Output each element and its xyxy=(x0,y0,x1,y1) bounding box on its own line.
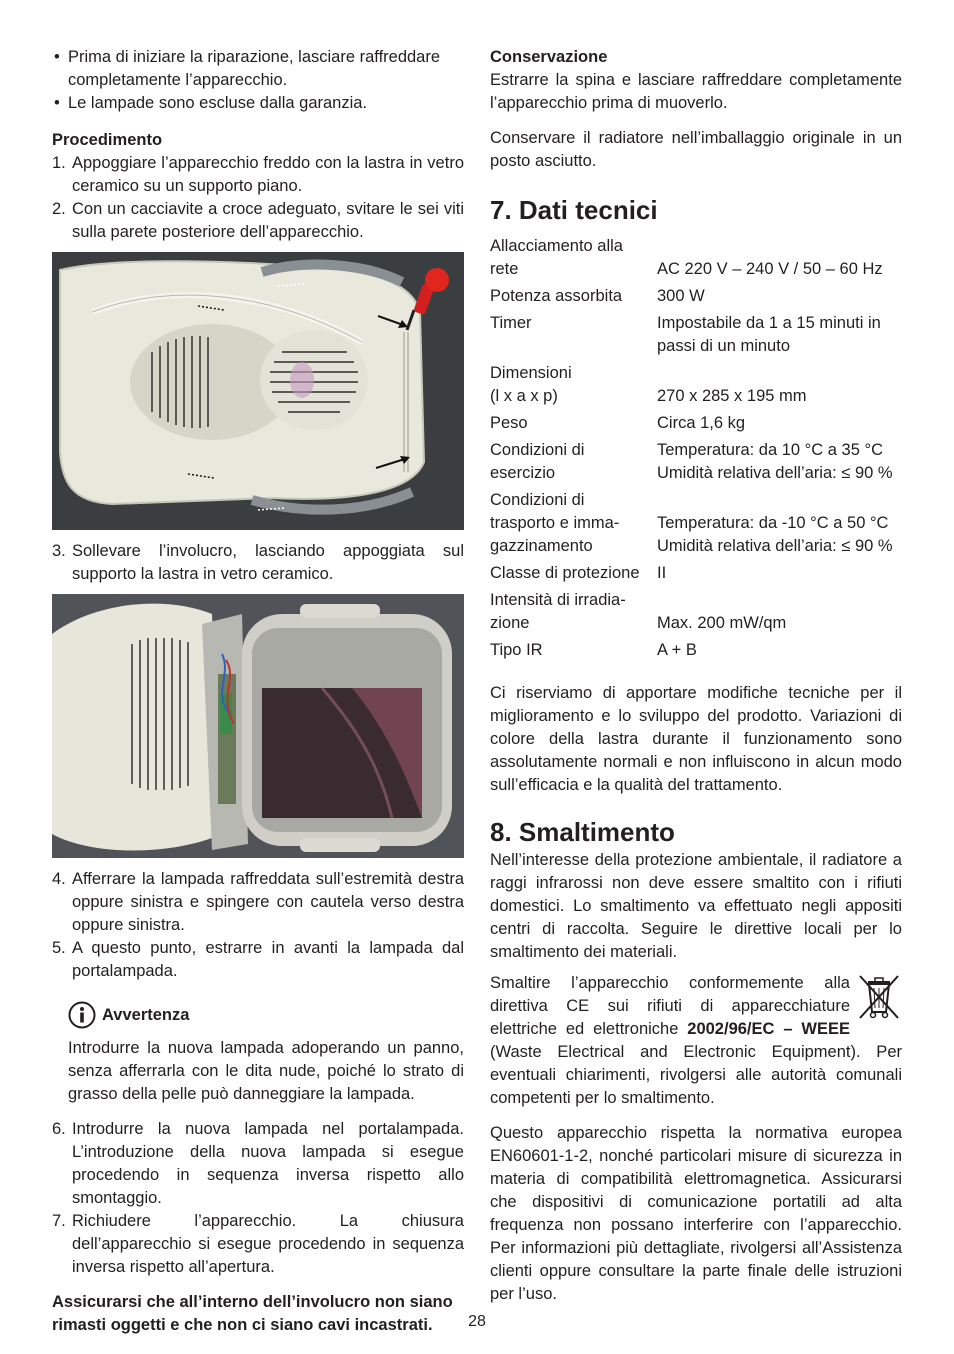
spec-label: Classe di protezione xyxy=(490,564,640,582)
final-warning: Assicurarsi che all’interno dell’involucro non siano rimasti oggetti e che non ci siano cavi incastrati. xyxy=(52,1293,453,1334)
spec-row xyxy=(490,639,902,662)
spec-row xyxy=(490,362,902,385)
spec-label: zione xyxy=(490,614,530,632)
weee-block xyxy=(490,972,902,1110)
photo-back-of-device xyxy=(52,252,464,530)
spec-value: 300 W xyxy=(657,287,705,305)
steps-list-a xyxy=(52,152,464,244)
step-item xyxy=(52,152,464,198)
left-column xyxy=(52,46,464,1337)
spec-label: trasporto e imma- xyxy=(490,514,620,532)
step-item xyxy=(52,198,464,244)
spec-value: 270 x 285 x 195 mm xyxy=(657,387,807,405)
spec-value: AC 220 V – 240 V / 50 – 60 Hz xyxy=(657,260,883,278)
spec-row xyxy=(490,412,902,439)
spec-value: Temperatura: da 10 °C a 35 °C xyxy=(657,441,883,459)
step-text: Introdurre la nuova lampada nel portalampada. L’introduzione della nuova lampada si esegue procedendo in sequenza inversa rispetto allo smontaggio. xyxy=(72,1120,464,1207)
step-number: 7. xyxy=(52,1212,66,1230)
spec-row xyxy=(490,335,902,362)
step-text: Richiudere l’apparecchio. La chiusura dell’apparecchio si esegue procedendo in sequenza inversa rispetto all’apertura. xyxy=(72,1212,464,1276)
step-text: Appoggiare l’apparecchio freddo con la lastra in vetro ceramico su un supporto piano. xyxy=(72,154,464,195)
page-number: 28 xyxy=(468,1313,486,1330)
spec-value: Temperatura: da -10 °C a 50 °C xyxy=(657,514,889,532)
step-number: 3. xyxy=(52,542,66,560)
spec-label: Timer xyxy=(490,314,532,332)
step-text: A questo punto, estrarre in avanti la lampada dal portalampada. xyxy=(72,939,464,980)
list-item xyxy=(52,92,464,115)
spec-table xyxy=(490,235,902,662)
spec-row xyxy=(490,489,902,512)
storage-paragraph-2: Conservare il radiatore nell’imballaggio originale in un posto asciutto. xyxy=(490,129,902,170)
info-icon xyxy=(68,1001,96,1029)
spec-row xyxy=(490,589,902,612)
step-item xyxy=(52,1118,464,1210)
spec-label: Potenza assorbita xyxy=(490,287,623,305)
step-text: Con un cacciavite a croce adeguato, svitare le sei viti sulla parete posteriore dell’apparecchio. xyxy=(72,200,464,241)
step-item xyxy=(52,937,464,983)
steps-list-d xyxy=(52,1118,464,1279)
spec-value: passi di un minuto xyxy=(657,337,790,355)
spec-value: Circa 1,6 kg xyxy=(657,414,746,432)
procedure-heading: Procedimento xyxy=(52,131,163,149)
step-number: 2. xyxy=(52,200,66,218)
step-number: 6. xyxy=(52,1120,66,1138)
spec-row xyxy=(490,612,902,639)
spec-row xyxy=(490,562,902,589)
step-item xyxy=(52,540,464,586)
spec-label: Tipo IR xyxy=(490,641,543,659)
spec-row xyxy=(490,285,902,312)
list-item-text: Prima di iniziare la riparazione, lasciare raffreddare completamente l’apparecchio. xyxy=(68,48,441,89)
tech-note: Ci riserviamo di apportare modifiche tecniche per il miglioramento e lo sviluppo del prodotto. Variazioni di colore della lastra durante il funzionamento sono assolutamente normali e non influiscono in alcun modo sull’efficacia e la qualità del trattamento. xyxy=(490,684,902,794)
spec-label: Allacciamento alla xyxy=(490,237,623,255)
spec-label: rete xyxy=(490,260,519,278)
list-item xyxy=(52,46,464,92)
list-item-text: Le lampade sono escluse dalla garanzia. xyxy=(68,94,368,112)
spec-value: Max. 200 mW/qm xyxy=(657,614,787,632)
steps-list-b xyxy=(52,540,464,586)
step-item xyxy=(52,1210,464,1279)
warning-text: Introdurre la nuova lampada adoperando un panno, senza afferrarla con le dita nude, poiché lo strato di grasso della pelle può danneggiare la lampada. xyxy=(68,1039,464,1103)
crossed-out-bin-icon xyxy=(856,972,902,1022)
disposal-paragraph-1: Nell’interesse della protezione ambientale, il radiatore a raggi infrarossi non deve essere smaltito con i rifiuti domestici. Lo smaltimento va effettuato negli appositi centri di raccolta. Seguire le direttive locali per lo smaltimento dei materiali. xyxy=(490,851,902,961)
spec-label: (l x a x p) xyxy=(490,387,558,405)
spec-label: esercizio xyxy=(490,464,556,482)
disposal-text: (Waste Electrical and Electronic Equipment). Per eventuali chiarimenti, rivolgersi alle autorità comunali competenti per lo smaltimento. xyxy=(490,1043,902,1107)
spec-row xyxy=(490,535,902,562)
spec-row xyxy=(490,312,902,335)
step-number: 5. xyxy=(52,939,66,957)
spec-label: Condizioni di xyxy=(490,441,585,459)
spec-value: Impostabile da 1 a 15 minuti in xyxy=(657,314,881,332)
disposal-text: Smaltire l’apparecchio conformemente alla direttiva CE sui rifiuti di apparecchiature elettriche ed elettroniche xyxy=(490,974,850,1038)
warning-heading xyxy=(68,1001,464,1029)
weee-directive: 2002/96/EC – WEEE xyxy=(687,1020,850,1038)
spec-row xyxy=(490,462,902,489)
spec-label: Peso xyxy=(490,414,528,432)
spec-row xyxy=(490,258,902,285)
spec-row xyxy=(490,512,902,535)
disposal-paragraph-2 xyxy=(490,972,902,1110)
storage-heading: Conservazione xyxy=(490,48,608,66)
step-number: 4. xyxy=(52,870,66,888)
disposal-heading: 8. Smaltimento xyxy=(490,817,675,847)
step-text: Sollevare l’involucro, lasciando appoggiata sul supporto la lastra in vetro ceramico. xyxy=(72,542,464,583)
warning-title: Avvertenza xyxy=(102,1005,190,1024)
spec-label: Condizioni di xyxy=(490,491,585,509)
disposal-paragraph-3: Questo apparecchio rispetta la normativa europea EN60601-1-2, nonché particolari misure di sicurezza in materia di compatibilità elettromagnetica. Assicurarsi che dispositivi di comunicazione portatili ad alta frequenza non possano interferire con l’apparecchio. Per informazioni più dettagliate, rivolgersi all’Assistenza clienti oppure consultare la parte finale delle istruzioni per l’uso. xyxy=(490,1124,902,1303)
spec-value: Umidità relativa dell’aria: ≤ 90 % xyxy=(657,537,893,555)
spec-row xyxy=(490,439,902,462)
spec-label: Dimensioni xyxy=(490,364,572,382)
precaution-list xyxy=(52,46,464,115)
storage-paragraph-1: Estrarre la spina e lasciare raffreddare completamente l’apparecchio prima di muoverlo. xyxy=(490,71,902,112)
step-number: 1. xyxy=(52,154,66,172)
spec-row xyxy=(490,385,902,412)
right-column xyxy=(490,46,902,1306)
spec-value: II xyxy=(657,564,667,582)
spec-value: A + B xyxy=(657,641,697,659)
spec-value xyxy=(657,235,902,258)
spec-value: Umidità relativa dell’aria: ≤ 90 % xyxy=(657,464,893,482)
spec-label: gazzinamento xyxy=(490,537,593,555)
step-text: Afferrare la lampada raffreddata sull’estremità destra oppure sinistra e spingere con cautela verso destra oppure sinistra. xyxy=(72,870,464,934)
photo-open-device xyxy=(52,594,464,858)
tech-data-heading: 7. Dati tecnici xyxy=(490,195,658,225)
steps-list-c xyxy=(52,868,464,983)
spec-row xyxy=(490,235,902,258)
spec-label: Intensità di irradia- xyxy=(490,591,626,609)
step-item xyxy=(52,868,464,937)
